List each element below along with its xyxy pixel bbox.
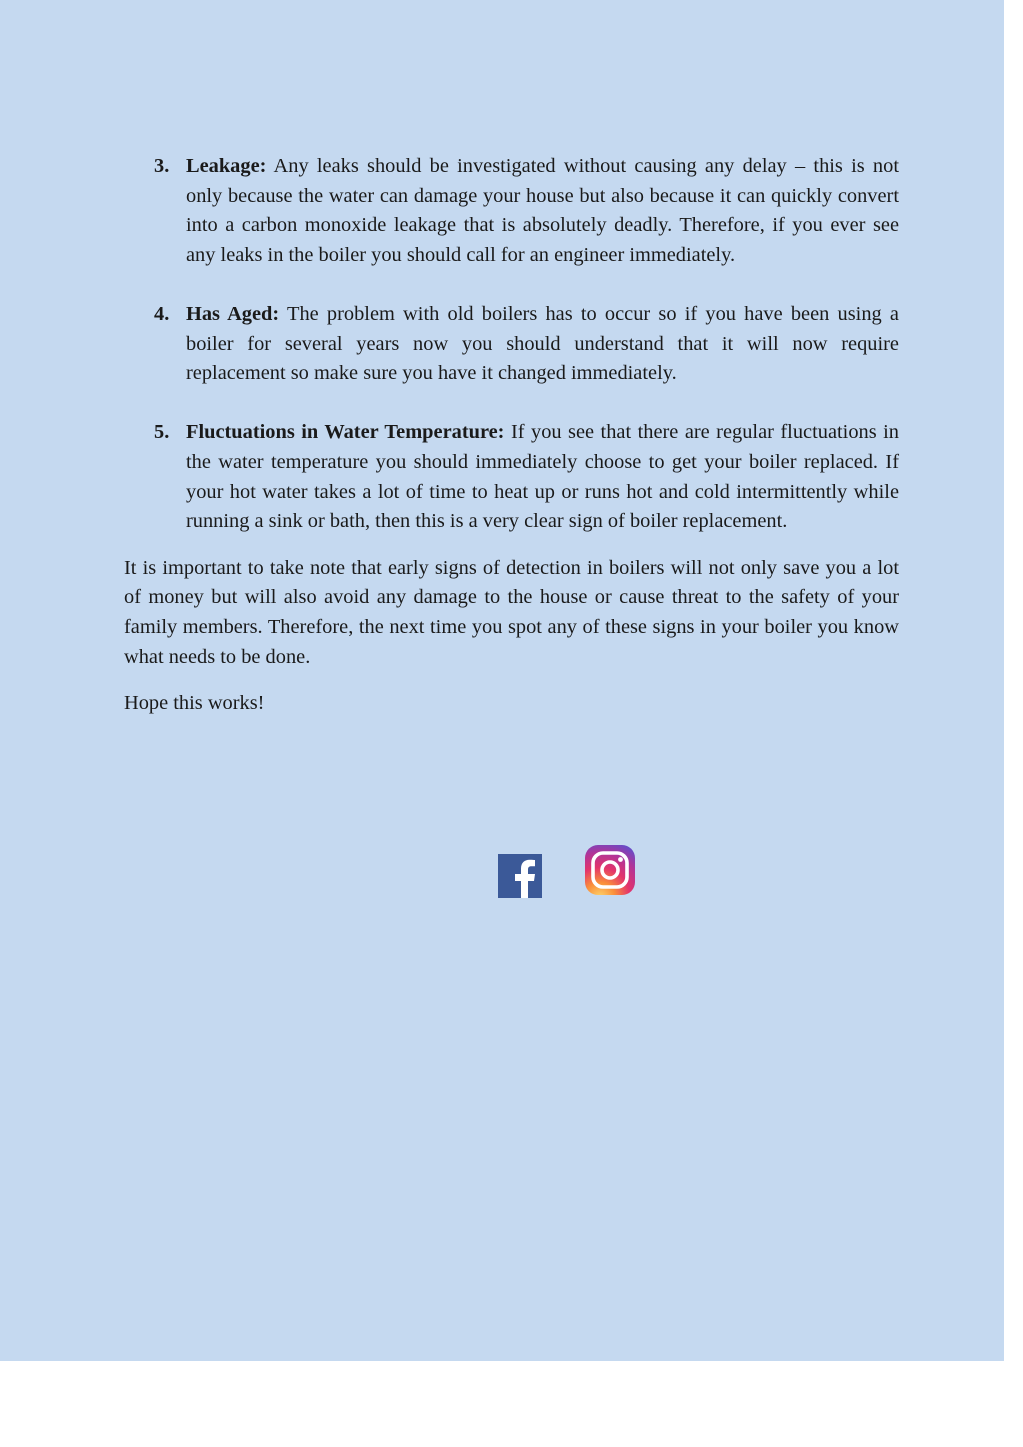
list-item-term: Leakage: xyxy=(186,155,267,177)
closing-paragraph: It is important to take note that early signs of detection in boilers will not only save you a lot of money but will also avoid any damage to the house or cause threat to the safety of your family members. Therefore, the next time you spot any of these signs in your boiler you know what needs to be done. xyxy=(124,556,899,668)
list-item-term: Fluctuations in Water Temperature: xyxy=(186,421,505,444)
document-body xyxy=(124,152,899,719)
list-item-number: 5. xyxy=(154,421,170,444)
list-item-number: 3. xyxy=(154,155,170,177)
list-item xyxy=(124,300,899,389)
list-item xyxy=(124,418,899,536)
instagram-icon[interactable] xyxy=(584,844,636,896)
list-item xyxy=(124,152,899,270)
list-item-text: The problem with old boilers has to occur so if you have been using a boiler for several years now you should understand that it will now require replacement so make sure you have it changed immediately. xyxy=(186,302,899,385)
list-item-text: If you see that there are regular fluctuations in the water temperature you should immediately choose to get your boiler replaced. If your hot water takes a lot of time to heat up or runs hot and cold intermittently while running a sink or bath, then this is a very clear sign of boiler replacement. xyxy=(186,421,899,533)
facebook-icon[interactable] xyxy=(498,854,542,898)
boiler-signs-list xyxy=(124,152,899,537)
list-item-text: Any leaks should be investigated without causing any delay – this is not only because the water can damage your house but also because it can quickly convert into a carbon monoxide leakage that is absolutely deadly. Therefore, if you ever see any leaks in the boiler you should call for an engineer immediately. xyxy=(186,155,899,266)
list-item-number: 4. xyxy=(154,302,170,325)
sign-off: Hope this works! xyxy=(124,692,265,715)
list-item-term: Has Aged: xyxy=(186,302,280,325)
